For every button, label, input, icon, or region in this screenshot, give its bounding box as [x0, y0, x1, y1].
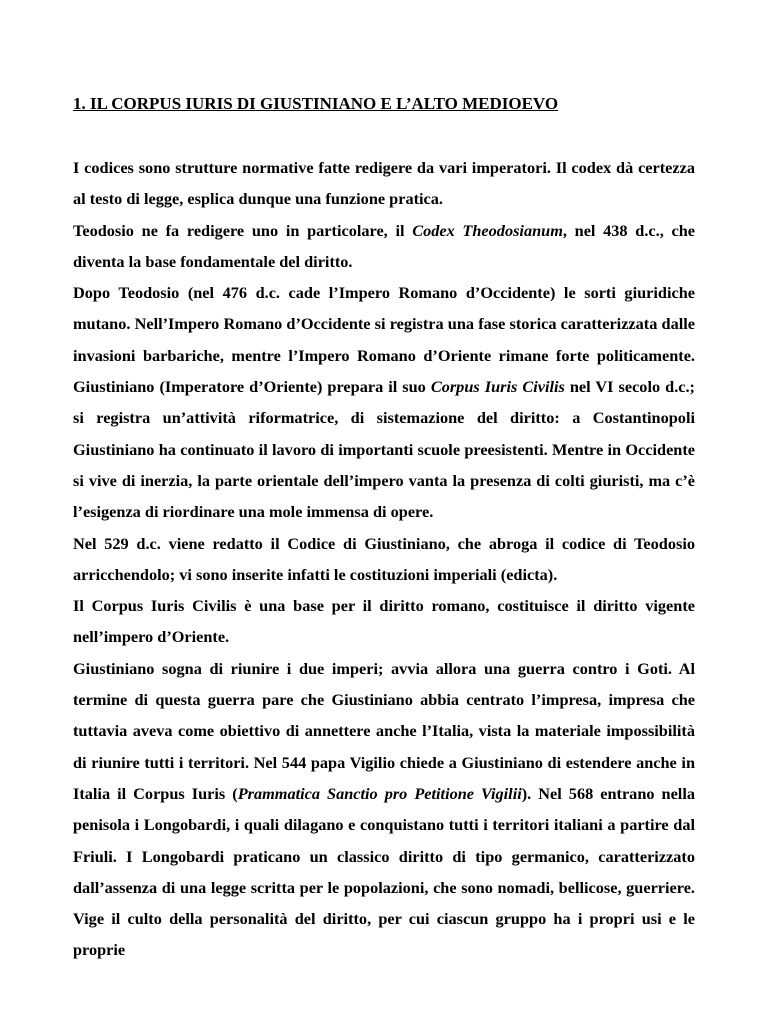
paragraph-text: ). Nel 568 entrano nella penisola i Longobardi, i quali dilagano e conquistano tutti i territori italiani a partire dal Friuli. I Longobardi praticano un classico diritto di tipo germanico, caratterizzato dall’assenza di una legge scritta per le popolazioni, che sono nomadi, bellicose, guerriere. Vige il culto della personalità del diritto, per cui ciascun gruppo ha i propri usi e le proprie [73, 783, 695, 960]
paragraph-text: , nel 438 d.c., che diventa la base fondamentale del diritto. [73, 220, 695, 271]
paragraph [73, 277, 695, 527]
paragraph-text: Teodosio ne fa redigere uno in particolare, il [73, 220, 413, 240]
title-spacer [73, 119, 695, 152]
paragraph [73, 528, 695, 591]
italic-text: Corpus Iuris Civilis [430, 377, 565, 397]
page-title: 1. IL CORPUS IURIS DI GIUSTINIANO E L’ALTO MEDIOEVO [73, 94, 559, 113]
paragraph-text: Dopo Teodosio (nel 476 d.c. cade l’Impero Romano d’Occidente) le sorti giuridiche mutano. Nell’Impero Romano d’Occidente si registra una fase storica caratterizzata dalle invasioni barbariche, mentre l’Impero Romano d’Oriente rimane forte politicamente. Giustiniano (Imperatore d’Oriente) prepara il suo [73, 283, 695, 397]
paragraph [73, 215, 695, 278]
paragraph [73, 590, 695, 653]
paragraph-text: I codices sono strutture normative fatte redigere da vari imperatori. Il codex dà certezza al testo di legge, esplica dunque una funzione pratica. [73, 158, 695, 209]
paragraph-text: nel VI secolo d.c.; si registra un’attività riformatrice, di sistemazione del diritto: a Costantinopoli Giustiniano ha continuato il lavoro di importanti scuole preesistenti. Mentre in Occidente si vive di inerzia, la parte orientale dell’impero vanta la presenza di colti giuristi, ma c’è l’esigenza di riordinare una mole immensa di opere. [73, 377, 695, 522]
paragraph-text: Nel 529 d.c. viene redatto il Codice di Giustiniano, che abroga il codice di Teodosio arricchendolo; vi sono inserite infatti le costituzioni imperiali (edicta). [73, 533, 695, 584]
paragraph [73, 152, 695, 215]
document-body [73, 152, 695, 966]
paragraph [73, 653, 695, 966]
italic-text: Codex Theodosianum [412, 220, 563, 240]
paragraph-text: Il Corpus Iuris Civilis è una base per il diritto romano, costituisce il diritto vigente nell’impero d’Oriente. [73, 596, 695, 647]
paragraph-text: Giustiniano sogna di riunire i due imperi; avvia allora una guerra contro i Goti. Al termine di questa guerra pare che Giustiniano abbia centrato l’impresa, impresa che tuttavia aveva come obiettivo di annettere anche l’Italia, vista la materiale impossibilità di riunire tutti i territori. Nel 544 papa Vigilio chiede a Giustiniano di estendere anche in Italia il Corpus Iuris ( [73, 658, 695, 803]
italic-text: Prammatica Sanctio pro Petitione Vigilii [237, 783, 522, 803]
